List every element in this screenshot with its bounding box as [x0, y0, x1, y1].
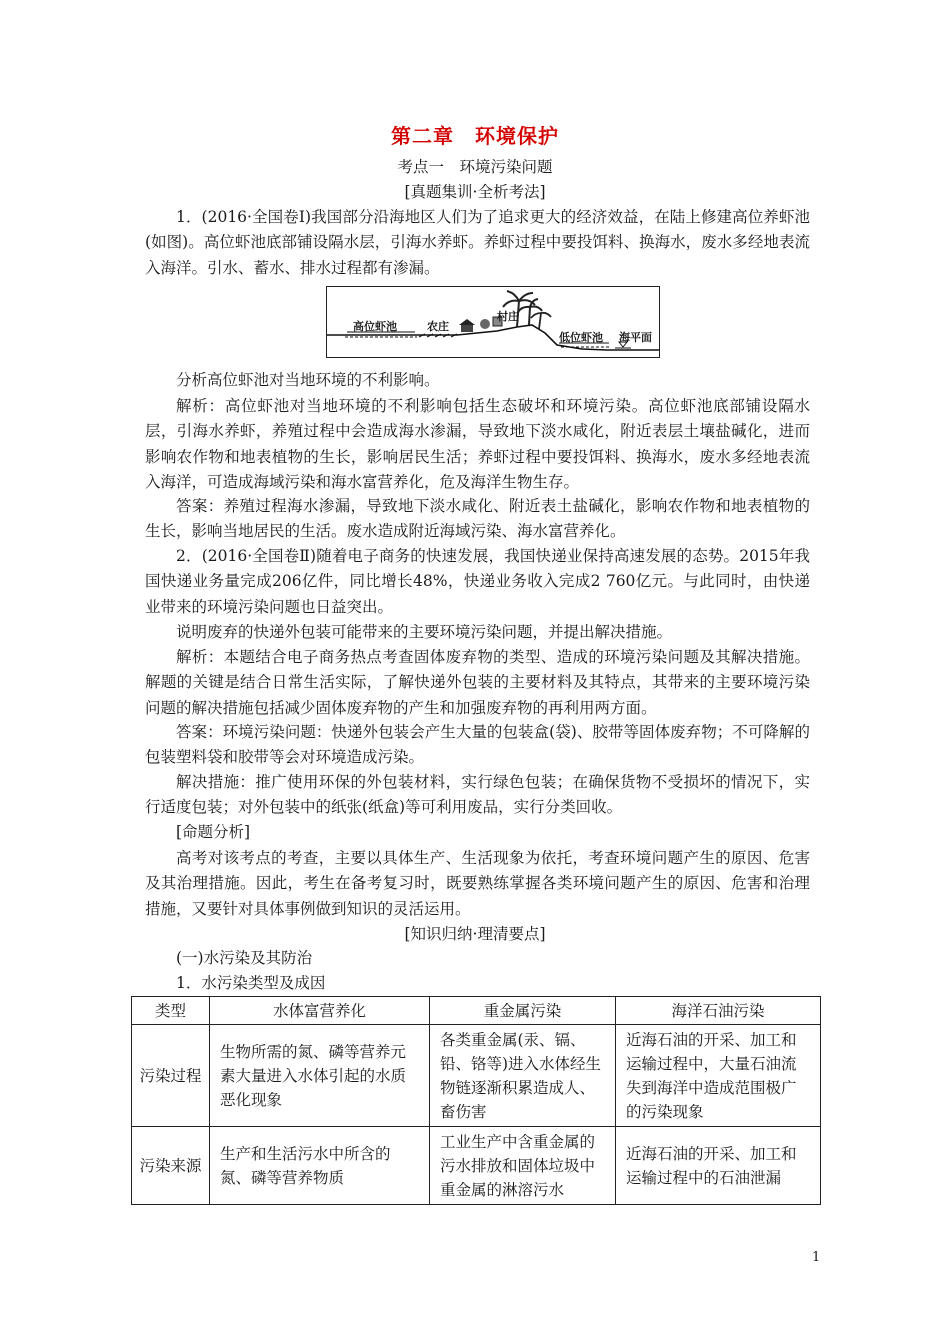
- label-high-pond: 高位虾池: [353, 320, 397, 333]
- proposition-text: 高考对该考点的考查，主要以具体生产、生活现象为依托，考查环境问题产生的原因、危害及其治理措施。因此，考生在备考复习时，既要熟练掌握各类环境问题产生的原因、危害和治理措施，又要针对具体事例做到知识的灵活运用。: [145, 849, 810, 918]
- table-cell: 各类重金属(汞、镉、铅、铬等)进入水体经生物链逐渐积累造成人、畜伤害: [430, 1025, 616, 1127]
- question-1-answer: 答案：养殖过程海水渗漏，导致地下淡水咸化、附近表土盐碱化，影响农作物和地表植物的生长，影响当地居民的生活。废水造成附近海域污染、海水富营养化。: [145, 497, 810, 541]
- table-header-cell: 类型: [132, 997, 210, 1025]
- proposition-heading: [命题分析]: [176, 823, 251, 841]
- table-row: [132, 1025, 821, 1127]
- question-1-stem: 1．(2016·全国卷Ⅰ)我国部分沿海地区人们为了追求更大的经济效益，在陆上修建高位养虾池(如图)。高位虾池底部铺设隔水层，引海水养虾。养虾过程中要投饵料、换海水，废水多经地表流入海洋。引水、蓄水、排水过程都有渗漏。: [145, 208, 810, 277]
- section-heading-knowledge: [知识归纳·理清要点]: [404, 925, 546, 943]
- section-heading-exam: [真题集训·全析考法]: [404, 183, 546, 201]
- table-cell: 近海石油的开采、加工和运输过程中的石油泄漏: [616, 1127, 821, 1205]
- table-row-header: 污染来源: [132, 1127, 210, 1205]
- label-village: 村庄: [497, 310, 519, 323]
- question-2-analysis: 解析：本题结合电子商务热点考查固体废弃物的类型、造成的环境污染问题及其解决措施。解题的关键是结合日常生活实际，了解快递外包装的主要材料及其特点，其带来的主要环境污染问题的解决措施包括减少固体废弃物的产生和加强废弃物的再利用两方面。: [145, 648, 810, 717]
- label-sea-level: 海平面: [619, 331, 652, 344]
- section-title: 考点一 环境污染问题: [397, 158, 553, 176]
- pollution-table: [131, 996, 821, 1205]
- page-number: 1: [812, 1250, 821, 1265]
- table-header-cell: 水体富营养化: [210, 997, 430, 1025]
- question-2-prompt: 说明废弃的快递外包装可能带来的主要环境污染问题，并提出解决措施。: [176, 623, 673, 641]
- table-header-cell: 重金属污染: [430, 997, 616, 1025]
- table-header-cell: 海洋石油污染: [616, 997, 821, 1025]
- table-header-row: [132, 997, 821, 1025]
- question-1-prompt: 分析高位虾池对当地环境的不利影响。: [176, 371, 440, 389]
- label-farmhouse: 农庄: [427, 320, 449, 333]
- table-cell: 近海石油的开采、加工和运输过程中，大量石油流失到海洋中造成范围极广的污染现象: [616, 1025, 821, 1127]
- table-cell: 工业生产中含重金属的污水排放和固体垃圾中重金属的淋溶污水: [430, 1127, 616, 1205]
- question-2-answer-2: 解决措施：推广使用环保的外包装材料，实行绿色包装；在确保货物不受损坏的情况下，实行适度包装；对外包装中的纸张(纸盒)等可利用废品，实行分类回收。: [145, 773, 810, 817]
- table-cell: 生物所需的氮、磷等营养元素大量进入水体引起的水质恶化现象: [210, 1025, 430, 1127]
- subheading-types: 1．水污染类型及成因: [176, 974, 326, 992]
- chapter-title: 第二章 环境保护: [391, 124, 559, 148]
- question-2-answer-1: 答案：环境污染问题：快递外包装会产生大量的包装盒(袋)、胶带等固体废弃物；不可降解的包装塑料袋和胶带等会对环境造成污染。: [145, 723, 810, 767]
- question-2-stem: 2．(2016·全国卷Ⅱ)随着电子商务的快速发展，我国快递业保持高速发展的态势。2015年我国快递业务量完成206亿件，同比增长48%，快递业务收入完成2 760亿元。与此同时，由快递业带来的环境污染问题也日益突出。: [145, 547, 810, 616]
- table-row-header: 污染过程: [132, 1025, 210, 1127]
- label-low-pond: 低位虾池: [559, 331, 603, 344]
- question-1-analysis: 解析：高位虾池对当地环境的不利影响包括生态破坏和环境污染。高位虾池底部铺设隔水层，引海水养虾，养殖过程中会造成海水渗漏，导致地下淡水咸化，附近表层土壤盐碱化，进而影响农作物和地表植物的生长，影响居民生活；养虾过程中要投饵料、换海水，废水多经地表流入海洋，可造成海域污染和海水富营养化，危及海洋生物生存。: [145, 397, 810, 491]
- subheading-water-pollution: (一)水污染及其防治: [176, 949, 313, 967]
- table-row: [132, 1127, 821, 1205]
- table-cell: 生产和生活污水中所含的氮、磷等营养物质: [210, 1127, 430, 1205]
- shrimp-pond-figure: [326, 286, 660, 358]
